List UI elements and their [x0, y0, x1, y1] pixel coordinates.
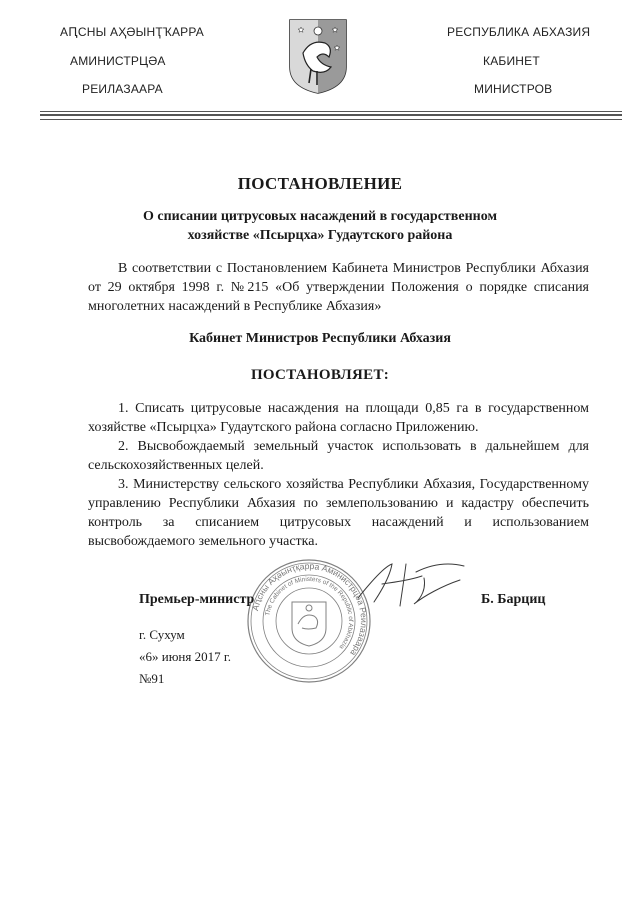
preamble-text: В соответствии с Постановлением Кабинета Министров Республики Абхазия от 29 октября 1998 г. №215 «Об утверждении Положения о порядке списания многолетних насаждений в Республике Абхазия»	[88, 261, 589, 314]
header-left-line-3: РЕИЛАЗААРА	[82, 82, 163, 96]
decrees: ПОСТАНОВЛЯЕТ:	[250, 367, 390, 383]
decree-item-1: 1. Списать цитрусовые насаждения на площади 0,85 га в государственном хозяйстве «Псырцха» Гудаутского района согласно Приложению.	[88, 401, 589, 435]
decree-item-3: 3. Министерству сельского хозяйства Республики Абхазия, Государственному управлению Республики Абхазия по землепользованию и кадастру обеспечить контроль за списанием цитрусовых насаждений и использованием высвобождаемого земельного участка.	[88, 477, 589, 549]
seal-text-inner: The Cabinet of Ministers of the Republic of Abkhazia	[264, 575, 355, 651]
subject-line-2: хозяйстве «Псырцха» Гудаутского района	[187, 228, 453, 243]
subject-line-1: О списании цитрусовых насаждений в государственном	[143, 209, 497, 224]
header-right-line-1: РЕСПУБЛИКА АБХАЗИЯ	[447, 25, 591, 39]
handwritten-signature	[352, 558, 472, 610]
seal-text-outer: Аԥсны Аҳәынҭқарра Аминистрцәа Реилазаара	[250, 560, 370, 658]
header-left-line-1: АԤСНЫ АҲӘЫНҬҠАРРА	[60, 25, 204, 39]
state-emblem-icon	[287, 17, 349, 95]
document-number: №91	[139, 671, 165, 686]
place: г. Сухум	[139, 627, 185, 642]
date: «6» июня 2017 г.	[139, 649, 231, 664]
authority: Кабинет Министров Республики Абхазия	[189, 331, 451, 346]
preamble	[88, 259, 589, 316]
header-left-line-2: АМИНИСТРЦӘА	[70, 54, 166, 68]
header-right-line-2: КАБИНЕТ	[483, 54, 540, 68]
decree-items	[88, 399, 589, 551]
header-rule-1	[40, 111, 622, 112]
signatory-position: Премьер-министр	[139, 592, 255, 607]
header-rule-3	[40, 119, 622, 120]
signatory-name: Б. Барциц	[481, 592, 546, 607]
document-type: ПОСТАНОВЛЕНИЕ	[237, 174, 403, 193]
header-rule-2	[40, 114, 622, 116]
decree-item-2: 2. Высвобождаемый земельный участок использовать в дальнейшем для сельскохозяйственных целей.	[88, 439, 589, 473]
header-right-line-3: МИНИСТРОВ	[474, 82, 553, 96]
